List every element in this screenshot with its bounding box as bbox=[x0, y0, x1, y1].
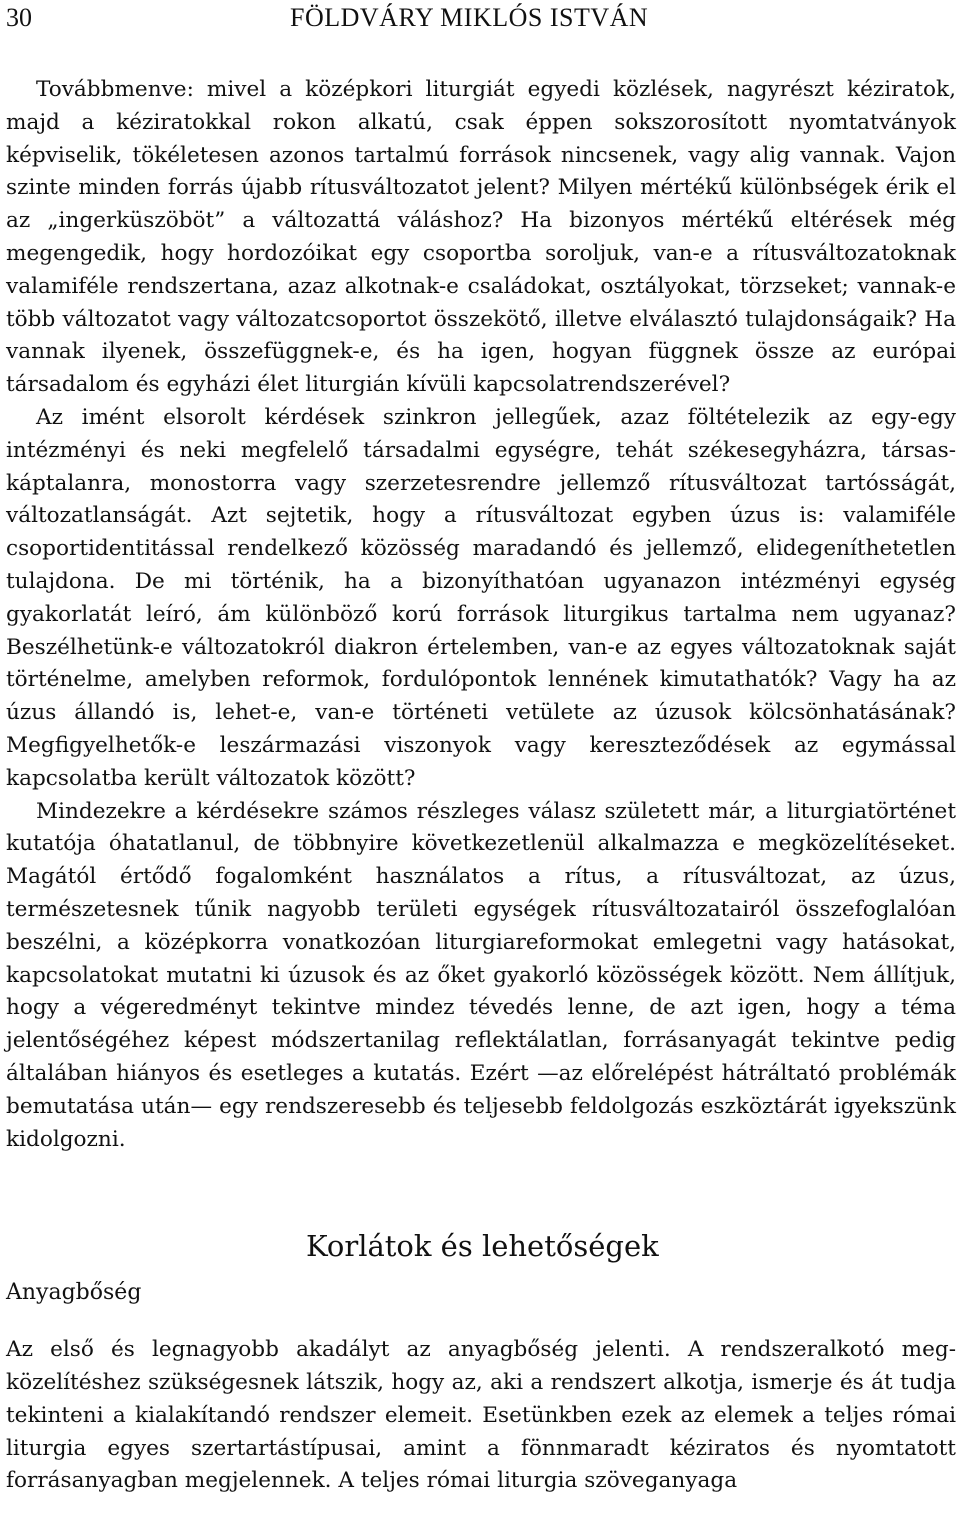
paragraph-4: Az első és legnagyobb akadályt az anyagbőség jelenti. A rendszeralkotó megközelítéshez szükségesnek látszik, hogy az, aki a rendszert alkotja, ismerje és át tudja tekinteni a kialakítandó rendszer elemeit. Esetünkben ezek az elemek a teljes római liturgia egyes szertartástípusai, amint a fönnmaradt kéziratos és nyomtatott forrásanyagban megjelennek. A teljes római liturgia szöveganyaga bbox=[6, 1337, 956, 1494]
section-heading: Korlátok és lehetőségek bbox=[306, 1229, 659, 1264]
paragraph-3: Mindezekre a kérdésekre számos részleges válasz született már, a liturgiatörténet kutatója óhatatlanul, de többnyire következetlenül alkalmazza e megközelítéseket. Magától értődő fogalomként használatos a rítus, a rítusváltozat, az úzus, természetesnek tűnik nagyobb területi egységek rítusváltozatairól összefoglalóan beszélni, a középkorra vonatkozóan liturgiareformokat emlegetni vagy hatásokat, kapcsolatokat mutatni ki úzusok és az őket gyakorló közösségek között. Nem állítjuk, hogy a végeredményt tekintve mindez tévedés lenne, de azt igen, hogy a téma jelentőségéhez képest módszertanilag reflektálatlan, forrásanyagát tekintve pedig általában hiányos és esetleges a kutatás. Ezért —az előrelépést hátráltató problémák bemutatása után— egy rendszeresebb és teljesebb feldolgozás eszköztárát igyekszünk kidolgozni. bbox=[6, 798, 956, 1152]
running-header bbox=[6, 0, 956, 40]
page-number: 30 bbox=[6, 3, 32, 32]
running-title: FÖLDVÁRY MIKLÓS ISTVÁN bbox=[290, 3, 649, 32]
paragraph-1: Továbbmenve: mivel a középkori liturgiát egyedi közlések, nagyrészt kéziratok, majd a kéziratokkal rokon alkatú, csak éppen sokszorosított nyomtatványok képviselik, tökéletesen azonos tartalmú források nincsenek, vagy alig vannak. Vajon szinte minden forrás újabb rítusváltozatot jelent? Milyen mértékű különbségek érik el az „ingerküszöböt” a változattá váláshoz? Ha bizonyos mértékű eltérések még megengedik, hogy hordozóikat egy csoportba soroljuk, van-e a rítusváltozatoknak valamiféle rendszertana, azaz alkotnak-e családokat, osztályokat, törzseket; vannak-e több változatot vagy változatcsoportot összekötő, illetve elválasztó tulajdonságaik? Ha vannak ilyenek, összefüggnek-e, és ha igen, hogyan függnek össze az európai társadalom és egyházi élet liturgián kívüli kapcsolatrendszerével? bbox=[6, 77, 956, 398]
paragraph-2: Az imént elsorolt kérdések szinkron jellegűek, azaz föltételezik az egy-egy intézményi és neki megfelelő társadalmi egységre, tehát székesegyházra, társaskáptalanra, monostorra vagy szerzetesrendre jellemző rítusváltozat tartósságát, változatlanságát. Azt sejtetik, hogy a rítusváltozat egyben úzus is: valamiféle csoportidentitással rendelkező közösség maradandó és jellemző, elidegeníthetetlen tulajdona. De mi történik, ha a bizonyíthatóan ugyanazon intézményi egység gyakorlatát leíró, ám különböző korú források liturgikus tartalma nem ugyanaz? Beszélhetünk-e változatokról diakron értelemben, van-e az egyes változatoknak saját történelme, amelyben reformok, fordulópontok lennének kimutathatók? Vagy ha az úzus állandó is, lehet-e, van-e történeti vetülete az úzusok kölcsönhatásának? Megfigyelhetők-e leszármazási viszonyok vagy kereszteződések az egymással kapcsolatba került változatok között? bbox=[6, 404, 956, 791]
subsection-heading: Anyagbőség bbox=[6, 1280, 142, 1306]
body-text bbox=[6, 74, 956, 1498]
